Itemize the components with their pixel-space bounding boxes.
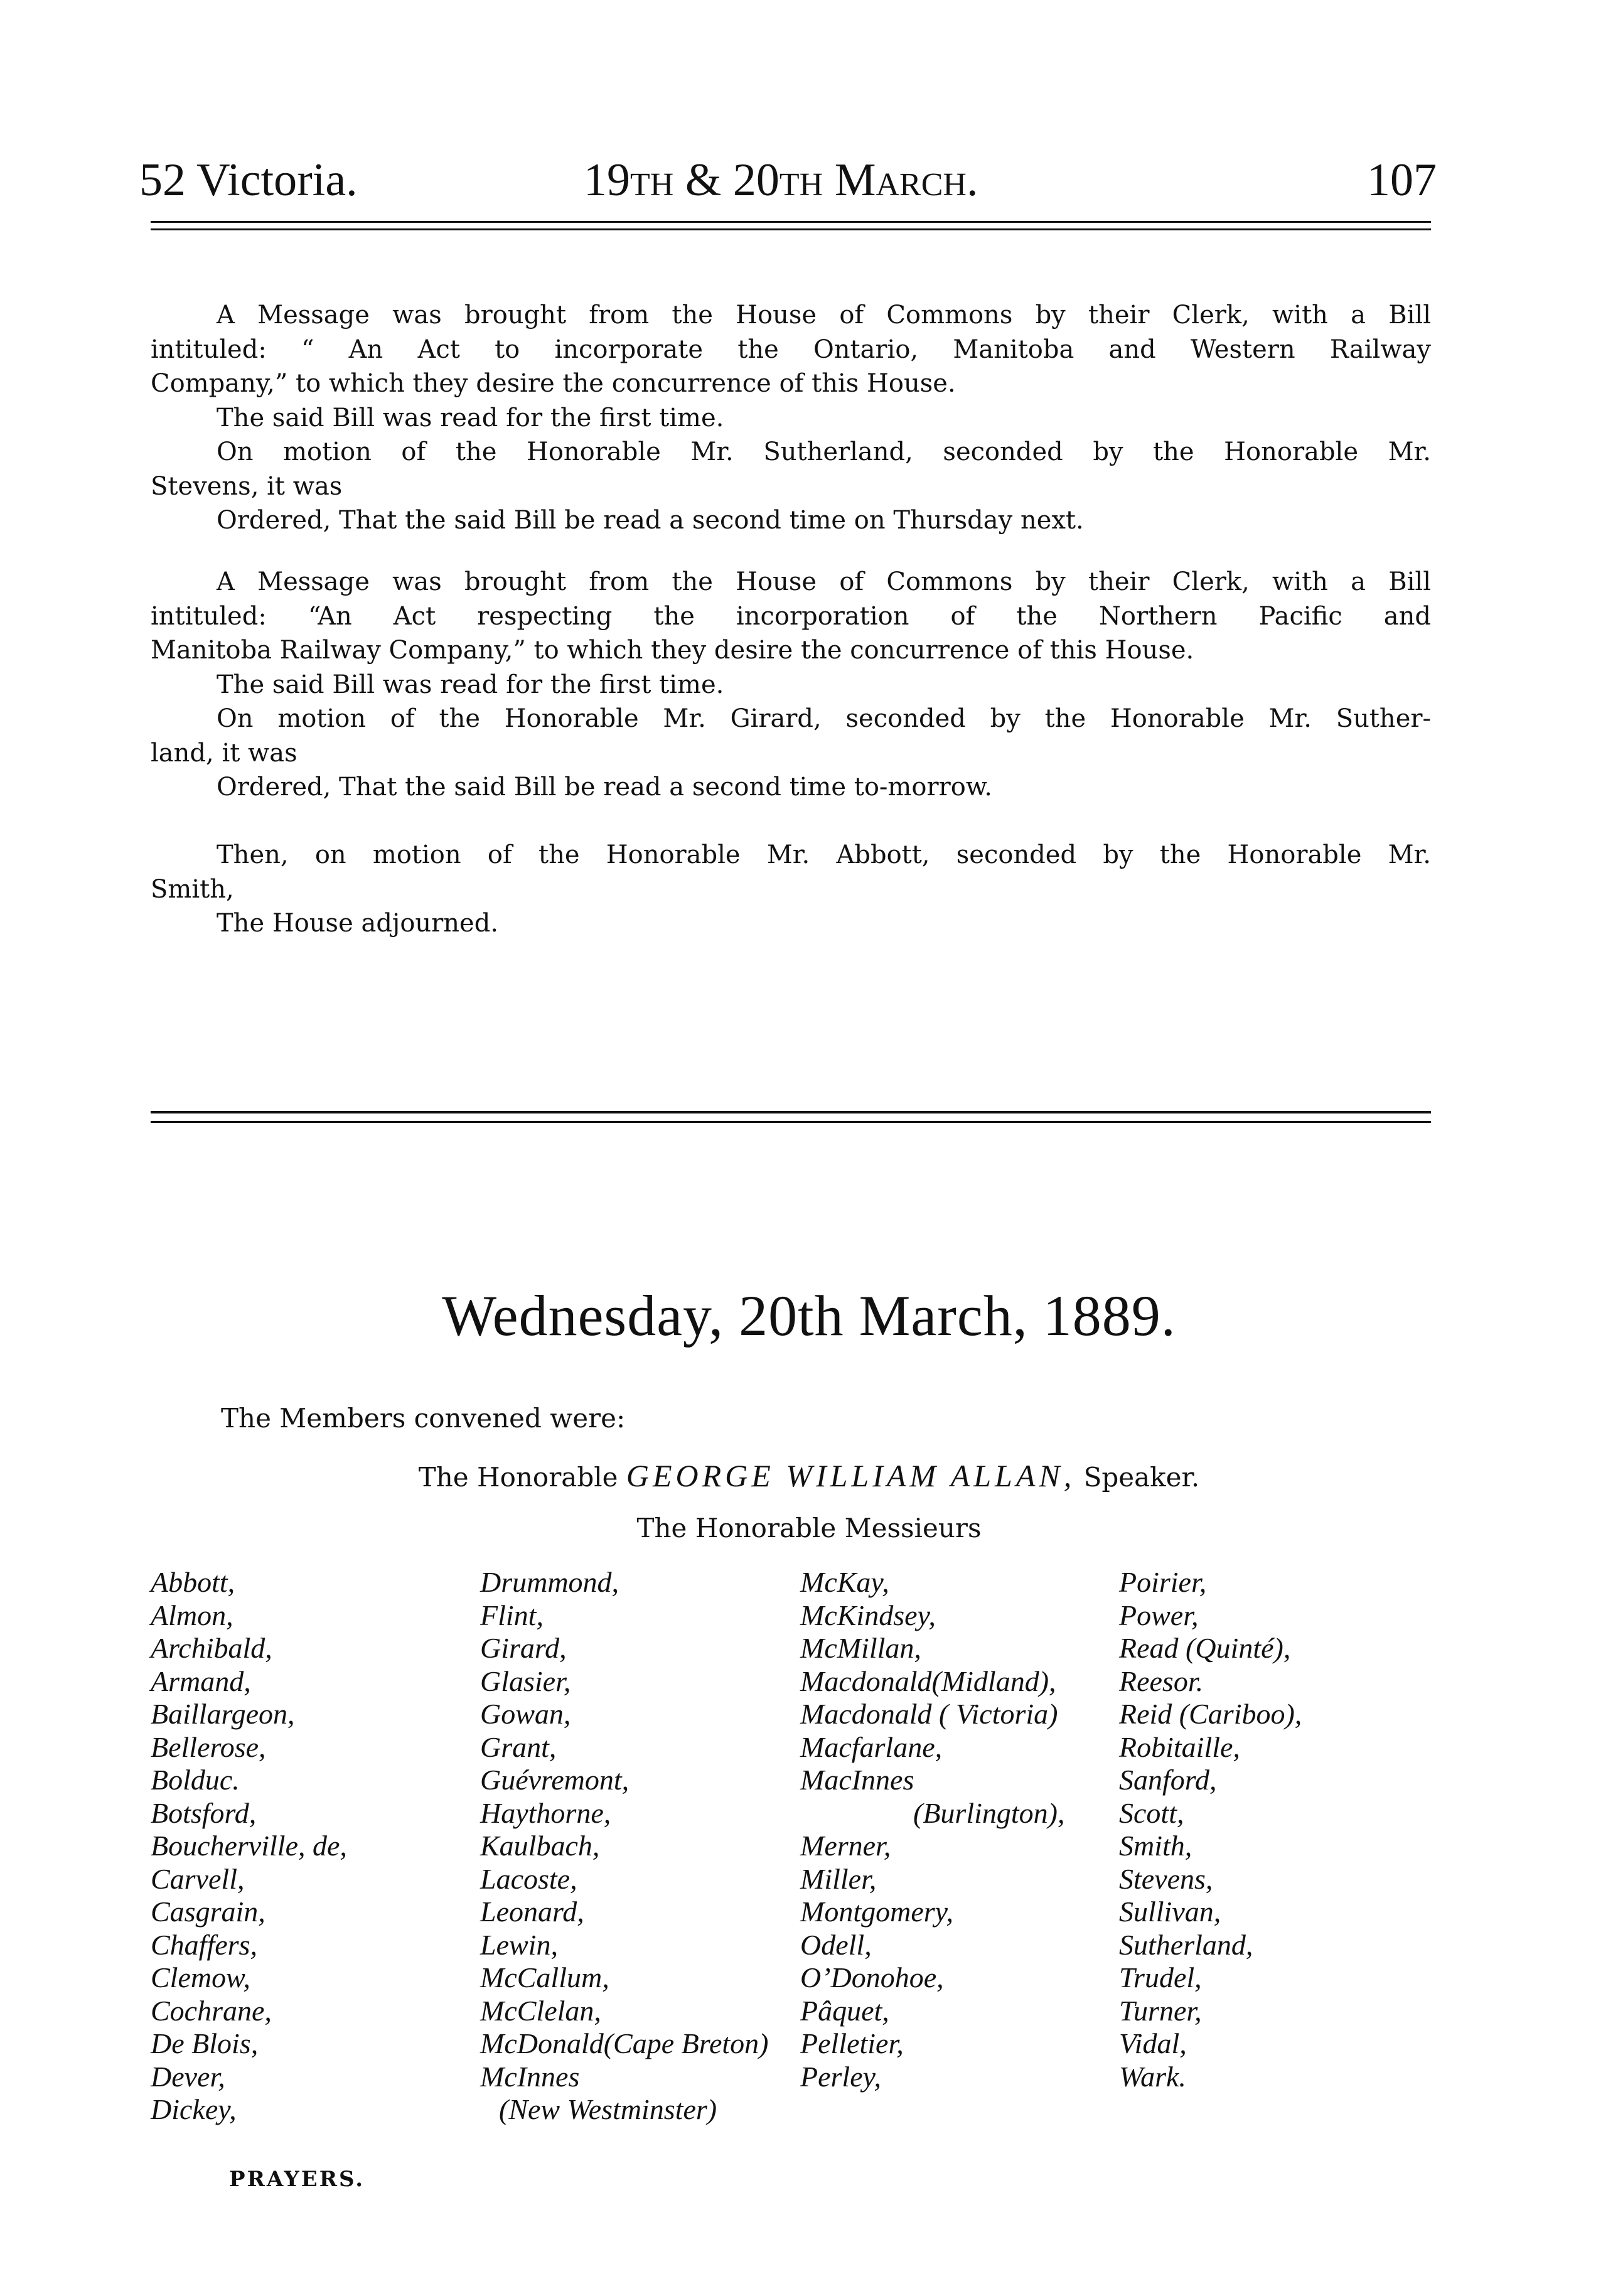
message-line: intituled: “An Act respecting the incorporation of the Northern Pacific and [151,601,1431,631]
order: Ordered, That the said Bill be read a second time on Thursday next. [217,506,1084,535]
member-name: Bolduc. [151,1764,240,1796]
member-name: McCallum, [480,1961,609,1993]
member-name: Read (Quinté), [1119,1632,1291,1664]
member-name: Kaulbach, [480,1830,600,1862]
motion-line: On motion of the Honorable Mr. Sutherland, seconded by the Honorable Mr. [217,437,1431,466]
member-name: Poirier, [1119,1566,1207,1598]
motion-line: Stevens, it was [151,471,343,501]
message-line: Manitoba Railway Company,” to which they desire the concurrence of this House. [151,636,1194,665]
member-name: Carvell, [151,1862,245,1895]
member-name: Macfarlane, [800,1730,943,1763]
header-rule-bottom [151,228,1431,230]
message-line: intituled: “ An Act to incorporate the Ontario, Manitoba and Western Railway [151,335,1431,364]
member-name: Archibald, [151,1632,272,1664]
member-name: (New Westminster) [499,2093,717,2125]
motion-line: On motion of the Honorable Mr. Girard, seconded by the Honorable Mr. Suther- [217,704,1431,733]
speaker-line [0,1457,1618,1494]
member-name: Odell, [800,1928,872,1961]
member-name: Scott, [1119,1796,1184,1829]
messieurs-heading: The Honorable Messieurs [636,1513,982,1543]
page-number: 107 [1367,154,1437,206]
adjourned: The House adjourned. [217,909,499,938]
member-name: McKay, [800,1566,889,1598]
member-name: Lewin, [480,1928,558,1961]
member-name: Botsford, [151,1796,257,1829]
member-name: Casgrain, [151,1896,265,1928]
member-name: Cochrane, [151,1994,272,2027]
header-left: 52 Victoria. [139,154,358,206]
members-convened: The Members convened were: [221,1403,626,1434]
member-name: Pelletier, [800,2027,904,2059]
member-name: Leonard, [480,1896,584,1928]
member-name: Baillargeon, [151,1698,295,1730]
adjournment [151,838,1431,941]
member-name: Sutherland, [1119,1928,1253,1961]
member-name: Trudel, [1119,1961,1202,1993]
first-reading: The said Bill was read for the first time. [217,403,724,432]
member-name: Power, [1119,1599,1199,1631]
member-name: Sullivan, [1119,1896,1221,1928]
member-name: Gowan, [480,1698,571,1730]
member-name: Sanford, [1119,1764,1217,1796]
message-line: A Message was brought from the House of Commons by their Clerk, with a Bill [217,567,1431,596]
member-name: Macdonald(Midland), [800,1665,1056,1697]
member-name: Reid (Cariboo), [1119,1698,1302,1730]
header-rule-top [151,221,1431,223]
member-name: Girard, [480,1632,567,1664]
motion-line: land, it was [151,738,297,768]
member-name: Almon, [151,1599,233,1631]
header-date: 19th & 20th March. [584,154,978,206]
speaker-prefix: The Honorable [418,1462,618,1493]
member-name: Pâquet, [800,1994,889,2027]
member-name: Glasier, [480,1665,571,1697]
member-name: Grant, [480,1730,557,1763]
motion-line: Smith, [151,874,234,904]
member-name: Guévremont, [480,1764,630,1796]
member-name: Smith, [1119,1830,1192,1862]
member-name: McInnes [480,2060,580,2093]
prayers-heading: PRAYERS. [229,2167,365,2192]
section-rule-bottom [151,1121,1431,1123]
member-name: Turner, [1119,1994,1202,2027]
member-name: MacInnes [800,1764,914,1796]
section-rule-top [151,1111,1431,1113]
message-line: A Message was brought from the House of Commons by their Clerk, with a Bill [217,301,1431,330]
member-name: Lacoste, [480,1862,577,1895]
member-name: Abbott, [151,1566,235,1598]
member-name: Robitaille, [1119,1730,1240,1763]
members-column-2 [480,1566,768,2127]
day-heading: Wednesday, 20th March, 1889. [442,1284,1176,1348]
member-name: Miller, [800,1862,877,1895]
member-name: McClelan, [480,1994,601,2027]
member-name: McDonald(Cape Breton) [480,2027,769,2059]
member-name: Perley, [800,2060,881,2093]
member-name: (Burlington), [913,1796,1065,1829]
member-name: O’Donohoe, [800,1961,944,1993]
member-name: De Blois, [151,2027,259,2059]
member-name: Dever, [151,2060,225,2093]
member-name: Flint, [480,1599,544,1631]
member-name: Dickey, [151,2093,237,2125]
speaker-title: Speaker. [1083,1462,1200,1493]
motion-line: Then, on motion of the Honorable Mr. Abbott, seconded by the Honorable Mr. [217,840,1431,869]
member-name: Haythorne, [480,1796,611,1829]
member-name: Clemow, [151,1961,250,1993]
first-reading: The said Bill was read for the first time. [217,670,724,699]
member-name: Macdonald ( Victoria) [800,1698,1058,1730]
member-name: Boucherville, de, [151,1830,347,1862]
member-name: Stevens, [1119,1862,1213,1895]
member-name: McKindsey, [800,1599,936,1631]
member-name: Drummond, [480,1566,619,1598]
members-column-1 [151,1566,347,2127]
members-column-4 [1119,1566,1302,2093]
member-name: Reesor. [1119,1665,1204,1697]
member-name: Vidal, [1119,2027,1187,2059]
members-column-3 [800,1566,1064,2093]
member-name: Wark. [1119,2060,1186,2093]
message-northern-pacific [151,565,1431,805]
member-name: Merner, [800,1830,891,1862]
member-name: Montgomery, [800,1896,954,1928]
order: Ordered, That the said Bill be read a second time to-morrow. [217,773,992,802]
message-line: Company,” to which they desire the concurrence of this House. [151,369,956,398]
member-name: Armand, [151,1665,251,1697]
member-name: McMillan, [800,1632,921,1664]
speaker-name: GEORGE WILLIAM ALLAN, [626,1458,1076,1493]
message-ontario-manitoba [151,298,1431,538]
member-name: Chaffers, [151,1928,257,1961]
member-name: Bellerose, [151,1730,266,1763]
